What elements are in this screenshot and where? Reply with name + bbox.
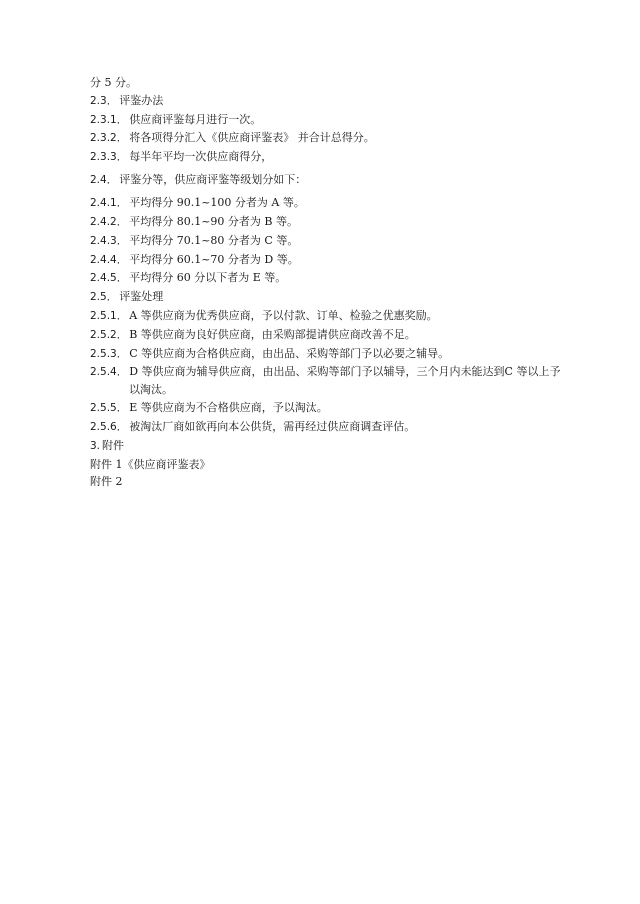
- list-item-2-4-3: 2.4.3． 平均得分 70.1~80 分者为 C 等。: [90, 233, 299, 247]
- list-item-2-3-1: 2.3.1． 供应商评鉴每月进行一次。: [90, 112, 262, 126]
- list-item-2-5-6: 2.5.6． 被淘汰厂商如欲再向本公供货，需再经过供应商调查评估。: [90, 419, 416, 433]
- attachment-1: 附件 1《供应商评鉴表》: [90, 457, 211, 471]
- document-body: [90, 74, 560, 491]
- section-heading-2-3: 2.3． 评鉴办法: [90, 93, 164, 107]
- section-heading-2-4: 2.4． 评鉴分等，供应商评鉴等级划分如下：: [90, 173, 307, 187]
- list-item-2-3-3: 2.3.3． 每半年平均一次供应商得分，: [90, 150, 273, 164]
- list-item-2-4-1: 2.4.1． 平均得分 90.1~100 分者为 A 等。: [90, 196, 305, 210]
- list-item-2-5-1: 2.5.1． A 等供应商为优秀供应商，予以付款、订单、检验之优惠奖励。: [90, 308, 438, 322]
- list-item-2-5-3: 2.5.3． C 等供应商为合格供应商，由出品、采购等部门予以必要之辅导。: [90, 346, 450, 360]
- section-heading-3: 3. 附件: [90, 438, 125, 452]
- list-item-2-3-2: 2.3.2． 将各项得分汇入《供应商评鉴表》 并合计总得分。: [90, 131, 375, 145]
- section-heading-2-5: 2.5． 评鉴处理: [90, 290, 164, 304]
- text-line: 分 5 分。: [90, 76, 137, 89]
- list-item-2-5-2: 2.5.2． B 等供应商为良好供应商，由采购部提请供应商改善不足。: [90, 327, 416, 341]
- list-item-2-4-2: 2.4.2． 平均得分 80.1~90 分者为 B 等。: [90, 214, 298, 228]
- list-item-2-5-4-continuation: 以淘汰。: [129, 383, 173, 397]
- list-item-2-5-4: 2.5.4． D 等供应商为辅导供应商，由出品、采购等部门予以辅导，三个月内未能达到C 等以上予 以淘汰。: [90, 365, 561, 397]
- list-item-2-5-5: 2.5.5． E 等供应商为不合格供应商，予以淘汰。: [90, 401, 328, 415]
- list-item-2-4-5: 2.4.5． 平均得分 60 分以下者为 E 等。: [90, 271, 287, 285]
- attachment-2: 附件 2: [90, 475, 123, 489]
- list-item-2-4-4: 2.4.4． 平均得分 60.1~70 分者为 D 等。: [90, 252, 299, 266]
